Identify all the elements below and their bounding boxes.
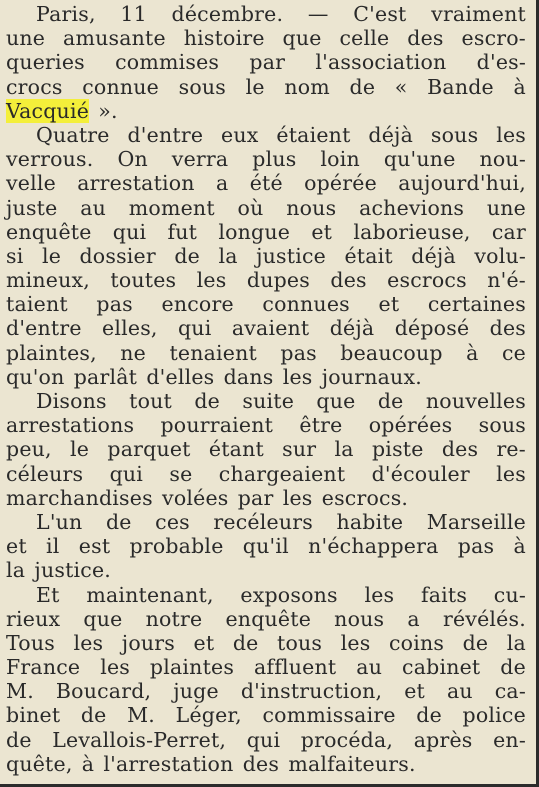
- article-line: arrestations pourraient être opérées sous: [6, 413, 526, 438]
- article-line: velle arrestation a été opérée aujourd'hui,: [6, 171, 526, 196]
- article-line: Paris, 11 décembre. — C'est vraiment: [36, 2, 526, 26]
- article-line: mineux, toutes les dupes des escrocs n'é-: [6, 268, 526, 293]
- article-line: plaintes, ne tenaient pas beaucoup à ce: [6, 340, 526, 365]
- article-line: L'un de ces recéleurs habite Marseille: [36, 509, 526, 534]
- article-line: qu'on parlât d'elles dans les journaux.: [6, 364, 422, 389]
- article-line: céleurs qui se chargeaient d'écouler les: [6, 461, 526, 486]
- article-line: si le dossier de la justice était déjà volu-: [6, 243, 526, 268]
- article-line: et il est probable qu'il n'échappera pas à: [6, 534, 526, 559]
- article-line: crocs connue sous le nom de « Bande à: [6, 74, 526, 99]
- article-line: la justice.: [6, 558, 112, 583]
- article-line: verrous. On verra plus loin qu'une nou-: [6, 147, 526, 172]
- article-line: Et maintenant, exposons les faits cu-: [36, 582, 526, 607]
- article-line: de Levallois-Perret, qui procéda, après en-: [6, 727, 526, 752]
- article-line: binet de M. Léger, commissaire de police: [6, 703, 526, 728]
- article-line: rieux que notre enquête nous a révélés.: [6, 606, 526, 631]
- article-line: peu, le parquet étant sur la piste des re-: [6, 437, 526, 462]
- article-line: marchandises volées par les escrocs.: [6, 485, 409, 510]
- article-line: quête, à l'arrestation des malfaiteurs.: [6, 751, 416, 776]
- article-line: Quatre d'entre eux étaient déjà sous les: [36, 122, 526, 147]
- article-line: enquête qui fut longue et laborieuse, car: [6, 219, 526, 244]
- article-line: Vacquié ».: [6, 98, 118, 123]
- article-line: France les plaintes affluent au cabinet de: [6, 655, 526, 680]
- article-line: une amusante histoire que celle des escro-: [6, 26, 526, 51]
- article-line: d'entre elles, qui avaient déjà déposé des: [6, 316, 526, 341]
- article-line: taient pas encore connues et certaines: [6, 292, 526, 317]
- article-line: queries commises par l'association d'es-: [6, 50, 526, 75]
- article-line: Disons tout de suite que de nouvelles: [36, 389, 526, 413]
- article-line: Tous les jours et de tous les coins de la: [6, 630, 526, 655]
- article-column: [6, 2, 526, 776]
- highlighted-word: Vacquié: [6, 98, 90, 123]
- article-line: juste au moment où nous achevions une: [6, 195, 526, 220]
- article-line: M. Boucard, juge d'instruction, et au ca-: [6, 679, 526, 704]
